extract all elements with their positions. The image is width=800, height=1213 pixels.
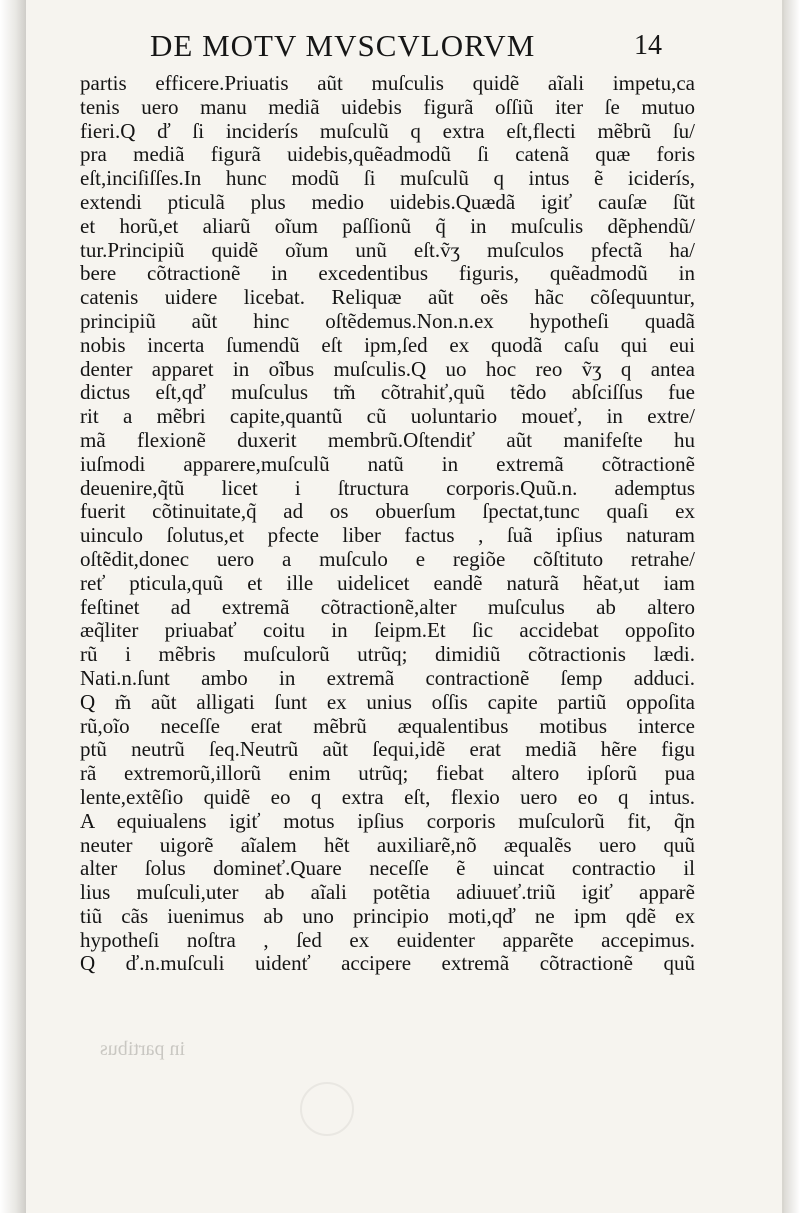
text-line: tiũ cãs iuenimus ab uno principio moti,qď ne ipm qdẽ ex (80, 904, 695, 928)
page-number: 14 (634, 30, 662, 61)
text-line: extendi pticulã plus medio uidebis.Quædã igiť cauſæ ſũt (80, 190, 695, 214)
text-line: rũ,oĩo neceſſe erat mẽbrũ æqualentibus motibus interce (80, 714, 695, 738)
page-edge (784, 0, 800, 1213)
running-title: DE MOTV MVSCVLORVM (150, 28, 536, 63)
text-line: æq̃liter priuabať coitu in ſeipm.Et ſic accidebat oppoſito (80, 619, 695, 643)
text-line: pra mediã figurã uidebis,quẽadmodũ ſi catenã quæ foris (80, 143, 695, 167)
text-line: neuter uigorẽ aĩalem hẽt auxiliarẽ,nõ æqualẽs uero quũ (80, 833, 695, 857)
body-text (80, 72, 695, 976)
text-line: alter ſolus domineť.Quare neceſſe ẽ uincat contractio il (80, 857, 695, 881)
text-line: rã extremorũ,illorũ enim utrũq; fiebat altero ipſorũ pua (80, 762, 695, 786)
text-line: oſtẽdit,donec uero a muſculo e regiõe cõſtituto retrahe/ (80, 547, 695, 571)
text-line: feſtinet ad extremã cõtractionẽ,alter muſculus ab altero (80, 595, 695, 619)
text-line: hypotheſi noſtra , ſed ex euidenter apparẽte accepimus. (80, 928, 695, 952)
text-line: iuſmodi apparere,muſculũ natũ in extremã cõtractionẽ (80, 452, 695, 476)
text-line: A equiualens igiť motus ipſius corporis muſculorũ fit, q̃n (80, 809, 695, 833)
show-through-text: in partibus (100, 1038, 185, 1060)
text-line: partis efficere.Priuatis aũt muſculis quidẽ aĩali impetu,ca (80, 72, 695, 95)
text-line: lente,extẽſio quidẽ eo q extra eſt, flexio uero eo q intus. (80, 785, 695, 809)
text-line: rũ i mẽbris muſculorũ utrũq; dimidiũ cõtractionis lædi. (80, 643, 695, 667)
text-line: Q m̃ aũt alligati ſunt ex unius oſſis capite partiũ oppoſita (80, 690, 695, 714)
text-line: fieri.Q ď ſi inciderís muſculũ q extra eſt,flecti mẽbrũ ſu/ (80, 119, 695, 143)
text-line: catenis uidere licebat. Reliquæ aũt oẽs hãc cõſequuntur, (80, 286, 695, 310)
text-line: Nati.n.ſunt ambo in extremã contractionẽ ſemp adduci. (80, 666, 695, 690)
text-line: principiũ aũt hinc oſtẽdemus.Non.n.ex hypotheſi quadã (80, 309, 695, 333)
text-line: mã flexionẽ duxerit membrũ.Oſtendiť aũt manifeſte hu (80, 428, 695, 452)
text-line: rit a mẽbri capite,quantũ cũ uoluntario moueť, in extre/ (80, 405, 695, 429)
text-line: et horũ,et aliarũ oĩum paſſionũ q̃ in muſculis dẽphendũ/ (80, 214, 695, 238)
text-line: deuenire,q̃tũ licet i ſtructura corporis.Quũ.n. ademptus (80, 476, 695, 500)
text-line: eſt,inciſiſſes.In hunc modũ ſi muſculũ q intus ẽ iciderís, (80, 167, 695, 191)
paper-stain (300, 1082, 354, 1136)
text-line: dictus eſt,qď muſculus tm̃ cõtrahiť,quũ tẽdo abſciſſus fue (80, 381, 695, 405)
text-line: fuerit cõtinuitate,q̃ ad os obuerſum ſpectat,tunc quaſi ex (80, 500, 695, 524)
text-line: Q ď.n.muſculi uidenť accipere extremã cõtractionẽ quũ (80, 952, 695, 976)
text-line: denter apparet in oĩbus muſculis.Q uo hoc reo ṽʒ q antea (80, 357, 695, 381)
text-line: uinculo ſolutus,et pfecte liber factus , ſuã ipſius naturam (80, 524, 695, 548)
text-line: nobis incerta ſumendũ eſt ipm,ſed ex quodã caſu qui eui (80, 333, 695, 357)
text-line: tenis uero manu mediã uidebis figurã oſſiũ iter ſe mutuo (80, 95, 695, 119)
text-line: bere cõtractionẽ in excedentibus figuris, quẽadmodũ in (80, 262, 695, 286)
text-line: tur.Principiũ quidẽ oĩum unũ eſt.ṽʒ muſculos pfectã ha/ (80, 238, 695, 262)
text-line: reť pticula,quũ et ille uidelicet eandẽ naturã hẽat,ut iam (80, 571, 695, 595)
text-line: lius muſculi,uter ab aĩali potẽtia adiuueť.triũ igiť apparẽ (80, 881, 695, 905)
text-line: ptũ neutrũ ſeq.Neutrũ aũt ſequi,idẽ erat mediã hẽre figu (80, 738, 695, 762)
gutter-shadow (0, 0, 26, 1213)
